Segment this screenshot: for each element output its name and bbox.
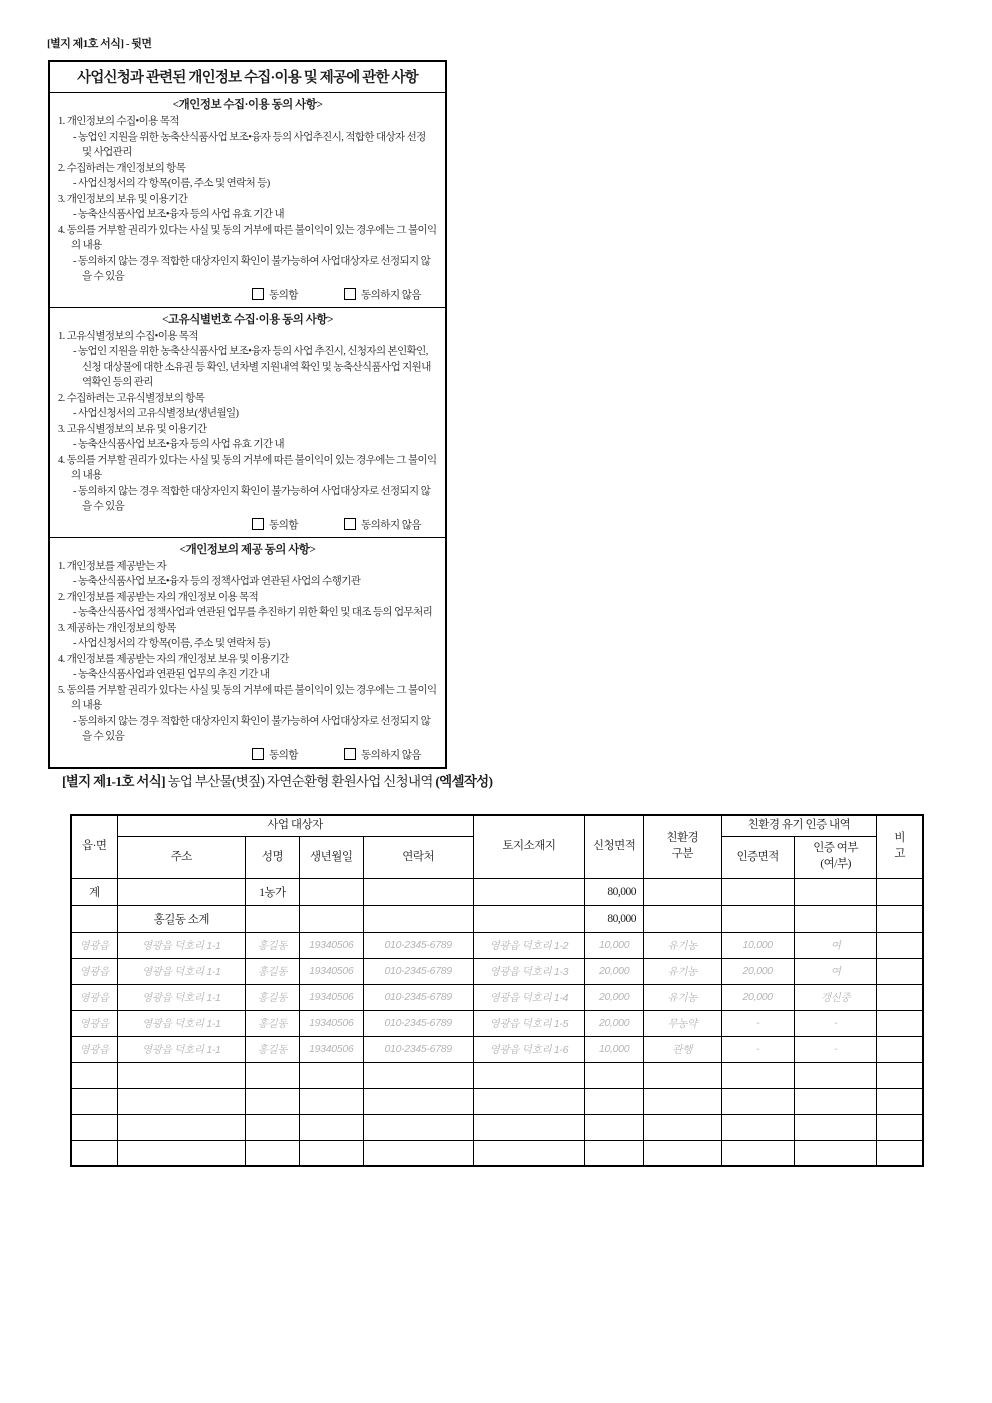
cell-cert_status (794, 905, 877, 932)
cell-cert_status (794, 1114, 877, 1140)
cell-note (877, 984, 923, 1010)
cell-applied_area: 80,000 (585, 878, 644, 905)
cell-contact: 010-2345-6789 (363, 932, 473, 958)
table-row-entry (71, 958, 923, 984)
cell-cert_status: 여 (794, 932, 877, 958)
consent-subitem: - 농축산식품사업 보조•융자 등의 정책사업과 연관된 사업의 수행기관 (73, 576, 361, 587)
consent-box-title: 사업신청과 관련된 개인정보 수집·이용 및 제공에 관한 사항 (50, 62, 445, 93)
cell-eupmyeon (71, 1140, 117, 1166)
cell-land_location (473, 878, 585, 905)
header-note-line: 비 (894, 832, 906, 845)
cell-name: 홍길동 (246, 1036, 300, 1062)
cell-note (877, 958, 923, 984)
cell-applied_area: 20,000 (585, 958, 644, 984)
cell-birth_date (299, 878, 363, 905)
consent-item: 3. 제공하는 개인정보의 항목 (58, 622, 176, 634)
cell-land_location: 영광읍 덕호리 1-3 (473, 958, 585, 984)
disagree-checkbox[interactable] (344, 748, 356, 760)
cell-applied_area (585, 1062, 644, 1088)
cell-birth_date: 19340506 (299, 1036, 363, 1062)
agree-label: 동의함 (269, 289, 299, 301)
disagree-label: 동의하지 않음 (361, 289, 421, 301)
header-applied-area: 신청면적 (585, 815, 644, 878)
section-header: <개인정보 수집·이용 동의 사항> (172, 99, 323, 111)
consent-item: 3. 고유식별정보의 보유 및 이용기간 (58, 423, 207, 435)
consent-subitem: - 농축산식품사업 보조•융자 등의 사업 유효 기간 내 (73, 439, 285, 450)
cell-land_location (473, 1088, 585, 1114)
consent-item: 1. 개인정보를 제공받는 자 (58, 560, 167, 572)
header-contact: 연락처 (363, 836, 473, 878)
consent-subitem: - 사업신청서의 각 항목(이름, 주소 및 연락처 등) (73, 178, 270, 189)
cell-eupmyeon: 영광읍 (71, 958, 117, 984)
cell-address: 영광읍 덕호리 1-1 (117, 958, 246, 984)
cell-eco_type (644, 1062, 722, 1088)
cell-name (246, 905, 300, 932)
consent-subitem: - 사업신청서의 고유식별정보(생년월일) (73, 408, 239, 419)
cell-birth_date (299, 1114, 363, 1140)
consent-agree-option (252, 517, 298, 532)
cell-name: 홍길동 (246, 932, 300, 958)
cell-eco_type: 관행 (644, 1036, 722, 1062)
consent-item: 2. 수집하려는 개인정보의 항목 (58, 162, 186, 174)
consent-item: 3. 개인정보의 보유 및 이용기간 (58, 193, 188, 205)
cell-applied_area (585, 1088, 644, 1114)
consent-subitem: - 농업인 지원을 위한 농축산식품사업 보조•융자 등의 사업 추진시, 신청자의 본인확인, 신청 대상물에 대한 소유권 등 확인, 년차별 지원내역 확인 및 농축산식품사업 지원내역확인 등의 관리 (73, 346, 431, 388)
consent-subitem: - 동의하지 않는 경우 적합한 대상자인지 확인이 불가능하여 사업대상자로 선정되지 않을 수 있음 (73, 485, 431, 512)
header-eco-type-line: 친환경 (666, 832, 699, 845)
header-eco-type-line: 구분 (671, 847, 693, 860)
consent-agree-option (252, 747, 298, 762)
cell-contact (363, 905, 473, 932)
cell-birth_date: 19340506 (299, 958, 363, 984)
cell-birth_date (299, 1062, 363, 1088)
cell-eco_type (644, 1140, 722, 1166)
agree-checkbox[interactable] (252, 288, 264, 300)
cell-cert_status (794, 1088, 877, 1114)
cell-eupmyeon: 계 (71, 878, 117, 905)
agree-label: 동의함 (269, 749, 299, 761)
header-land-location: 토지소재지 (473, 815, 585, 878)
cell-eupmyeon (71, 1062, 117, 1088)
cell-land_location: 영광읍 덕호리 1-4 (473, 984, 585, 1010)
cell-note (877, 878, 923, 905)
cell-applied_area: 20,000 (585, 984, 644, 1010)
application-table (70, 814, 924, 1167)
consent-item: 2. 개인정보를 제공받는 자의 개인정보 이용 목적 (58, 591, 259, 603)
cell-address (117, 1088, 246, 1114)
table-title-prefix: [별지 제1-1호 서식] (62, 774, 165, 789)
consent-section-2 (50, 308, 445, 538)
cell-applied_area (585, 1140, 644, 1166)
cell-eupmyeon: 영광읍 (71, 984, 117, 1010)
table-row-entry (71, 1036, 923, 1062)
disagree-label: 동의하지 않음 (361, 749, 421, 761)
header-eco-type (644, 815, 722, 878)
cell-birth_date (299, 905, 363, 932)
cell-name (246, 1114, 300, 1140)
consent-subitem: - 사업신청서의 각 항목(이름, 주소 및 연락처 등) (73, 638, 270, 649)
header-cert-area: 인증면적 (721, 836, 794, 878)
cell-applied_area: 10,000 (585, 1036, 644, 1062)
cell-cert_area (721, 1062, 794, 1088)
table-row-total (71, 878, 923, 905)
cell-contact (363, 1114, 473, 1140)
disagree-checkbox[interactable] (344, 288, 356, 300)
cell-address (117, 1140, 246, 1166)
cell-cert_area (721, 1140, 794, 1166)
cell-name (246, 1140, 300, 1166)
disagree-checkbox[interactable] (344, 518, 356, 530)
cell-birth_date: 19340506 (299, 1010, 363, 1036)
cell-note (877, 932, 923, 958)
cell-cert_area (721, 905, 794, 932)
table-title-main: 농업 부산물(볏짚) 자연순환형 환원사업 신청내역 (164, 774, 436, 789)
cell-eupmyeon: 영광읍 (71, 1010, 117, 1036)
cell-birth_date: 19340506 (299, 932, 363, 958)
cell-cert_status (794, 1062, 877, 1088)
consent-subitem: - 동의하지 않는 경우 적합한 대상자인지 확인이 불가능하여 사업대상자로 선정되지 않을 수 있음 (73, 715, 431, 742)
header-cert-status-line: (여/부) (820, 858, 851, 870)
cell-cert_area: - (721, 1010, 794, 1036)
cell-eupmyeon: 영광읍 (71, 932, 117, 958)
cell-name (246, 1088, 300, 1114)
consent-disagree-option (344, 747, 421, 762)
consent-subitem: - 농축산식품사업 보조•융자 등의 사업 유효 기간 내 (73, 209, 285, 220)
header-note-line: 고 (894, 847, 906, 860)
cell-cert_status: - (794, 1036, 877, 1062)
cell-address: 영광읍 덕호리 1-1 (117, 1010, 246, 1036)
agree-checkbox[interactable] (252, 748, 264, 760)
table-row-empty (71, 1140, 923, 1166)
consent-item: 4. 동의를 거부할 권리가 있다는 사실 및 동의 거부에 따른 불이익이 있는 경우에는 그 불이익의 내용 (58, 224, 437, 251)
cell-note (877, 905, 923, 932)
cell-eupmyeon (71, 1114, 117, 1140)
cell-address (117, 1062, 246, 1088)
consent-subitem: - 농축산식품사업과 연관된 업무의 추진 기간 내 (73, 669, 270, 680)
cell-applied_area (585, 1114, 644, 1140)
table-row-empty (71, 1062, 923, 1088)
cell-contact (363, 1140, 473, 1166)
cell-address (117, 1114, 246, 1140)
consent-box (48, 60, 447, 769)
cell-eco_type (644, 905, 722, 932)
table-row-entry (71, 984, 923, 1010)
cell-cert_area: - (721, 1036, 794, 1062)
cell-cert_area (721, 1114, 794, 1140)
cell-applied_area: 10,000 (585, 932, 644, 958)
cell-eco_type (644, 1088, 722, 1114)
consent-section-3 (50, 538, 445, 767)
table-title-suffix: (엑셀작성) (435, 774, 493, 789)
section-header: <고유식별번호 수집·이용 동의 사항> (161, 313, 334, 326)
cell-contact: 010-2345-6789 (363, 1010, 473, 1036)
cell-address: 영광읍 덕호리 1-1 (117, 1036, 246, 1062)
cell-land_location: 영광읍 덕호리 1-5 (473, 1010, 585, 1036)
cell-birth_date: 19340506 (299, 984, 363, 1010)
cell-cert_status (794, 878, 877, 905)
header-name: 성명 (246, 836, 300, 878)
header-address: 주소 (117, 836, 246, 878)
cell-cert_status: 여 (794, 958, 877, 984)
cell-eupmyeon (71, 905, 117, 932)
cell-applied_area: 20,000 (585, 1010, 644, 1036)
cell-eco_type (644, 878, 722, 905)
cell-land_location (473, 905, 585, 932)
corner-label: [별지 제1호 서식] - 뒷면 (47, 38, 152, 50)
consent-item: 4. 동의를 거부할 권리가 있다는 사실 및 동의 거부에 따른 불이익이 있는 경우에는 그 불이익의 내용 (58, 454, 437, 481)
cell-cert_status: - (794, 1010, 877, 1036)
cell-contact: 010-2345-6789 (363, 1036, 473, 1062)
disagree-label: 동의하지 않음 (361, 519, 421, 531)
consent-item: 4. 개인정보를 제공받는 자의 개인정보 보유 및 이용기간 (58, 653, 289, 665)
consent-subitem: - 농업인 지원을 위한 농축산식품사업 보조•융자 등의 사업추진시, 적합한 대상자 선정 및 사업관리 (73, 131, 426, 158)
table-row-empty (71, 1088, 923, 1114)
table-title (62, 770, 492, 790)
cell-address (117, 878, 246, 905)
cell-cert_area: 10,000 (721, 932, 794, 958)
cell-contact (363, 1088, 473, 1114)
cell-land_location (473, 1140, 585, 1166)
cell-eco_type: 유기농 (644, 932, 722, 958)
cell-note (877, 1036, 923, 1062)
cell-address: 홍길동 소계 (117, 905, 246, 932)
consent-sections (50, 93, 445, 767)
cell-name: 홍길동 (246, 984, 300, 1010)
cell-cert_area (721, 878, 794, 905)
consent-choice-row (58, 515, 437, 534)
cell-name: 1농가 (246, 878, 300, 905)
header-business-target-group: 사업 대상자 (117, 815, 473, 836)
cell-eco_type (644, 1114, 722, 1140)
consent-section-1 (50, 93, 445, 308)
table-row-empty (71, 1114, 923, 1140)
consent-subitem: - 동의하지 않는 경우 적합한 대상자인지 확인이 불가능하여 사업대상자로 선정되지 않을 수 있음 (73, 255, 431, 282)
consent-item: 5. 동의를 거부할 권리가 있다는 사실 및 동의 거부에 따른 불이익이 있는 경우에는 그 불이익의 내용 (58, 684, 437, 711)
cell-name (246, 1062, 300, 1088)
cell-address: 영광읍 덕호리 1-1 (117, 984, 246, 1010)
cell-name: 홍길동 (246, 1010, 300, 1036)
cell-contact (363, 1062, 473, 1088)
consent-choice-row (58, 745, 437, 764)
cell-land_location: 영광읍 덕호리 1-2 (473, 932, 585, 958)
cell-contact: 010-2345-6789 (363, 984, 473, 1010)
header-note (877, 815, 923, 878)
header-organic-cert-group: 친환경 유기 인증 내역 (721, 815, 877, 836)
cell-address: 영광읍 덕호리 1-1 (117, 932, 246, 958)
header-cert-status-line: 인증 여부 (813, 842, 859, 855)
cell-land_location: 영광읍 덕호리 1-6 (473, 1036, 585, 1062)
agree-checkbox[interactable] (252, 518, 264, 530)
consent-item: 1. 개인정보의 수집•이용 목적 (58, 116, 179, 127)
cell-eco_type: 유기농 (644, 984, 722, 1010)
cell-contact: 010-2345-6789 (363, 958, 473, 984)
cell-name: 홍길동 (246, 958, 300, 984)
section-header: <개인정보의 제공 동의 사항> (179, 543, 316, 556)
cell-eupmyeon (71, 1088, 117, 1114)
consent-subitem: - 농축산식품사업 정책사업과 연관된 업무를 추진하기 위한 확인 및 대조 등의 업무처리 (73, 607, 433, 618)
cell-note (877, 1114, 923, 1140)
cell-eupmyeon: 영광읍 (71, 1036, 117, 1062)
cell-cert_area: 20,000 (721, 984, 794, 1010)
cell-land_location (473, 1062, 585, 1088)
consent-disagree-option (344, 517, 421, 532)
header-birth-date: 생년월일 (299, 836, 363, 878)
agree-label: 동의함 (269, 519, 299, 531)
cell-eco_type: 유기농 (644, 958, 722, 984)
consent-disagree-option (344, 287, 421, 302)
cell-note (877, 1140, 923, 1166)
cell-cert_area (721, 1088, 794, 1114)
cell-birth_date (299, 1088, 363, 1114)
consent-agree-option (252, 287, 298, 302)
cell-note (877, 1010, 923, 1036)
cell-land_location (473, 1114, 585, 1140)
header-eupmyeon: 읍·면 (71, 815, 117, 878)
cell-cert_area: 20,000 (721, 958, 794, 984)
consent-choice-row (58, 285, 437, 304)
cell-cert_status (794, 1140, 877, 1166)
cell-eco_type: 무농약 (644, 1010, 722, 1036)
cell-note (877, 1088, 923, 1114)
table-row-entry (71, 1010, 923, 1036)
table-row-entry (71, 932, 923, 958)
cell-contact (363, 878, 473, 905)
cell-applied_area: 80,000 (585, 905, 644, 932)
header-cert-status (794, 836, 877, 878)
consent-item: 2. 수집하려는 고유식별정보의 항목 (58, 392, 205, 404)
cell-note (877, 1062, 923, 1088)
table-row-subtotal (71, 905, 923, 932)
cell-birth_date (299, 1140, 363, 1166)
cell-cert_status: 갱신중 (794, 984, 877, 1010)
consent-item: 1. 고유식별정보의 수집•이용 목적 (58, 330, 198, 342)
